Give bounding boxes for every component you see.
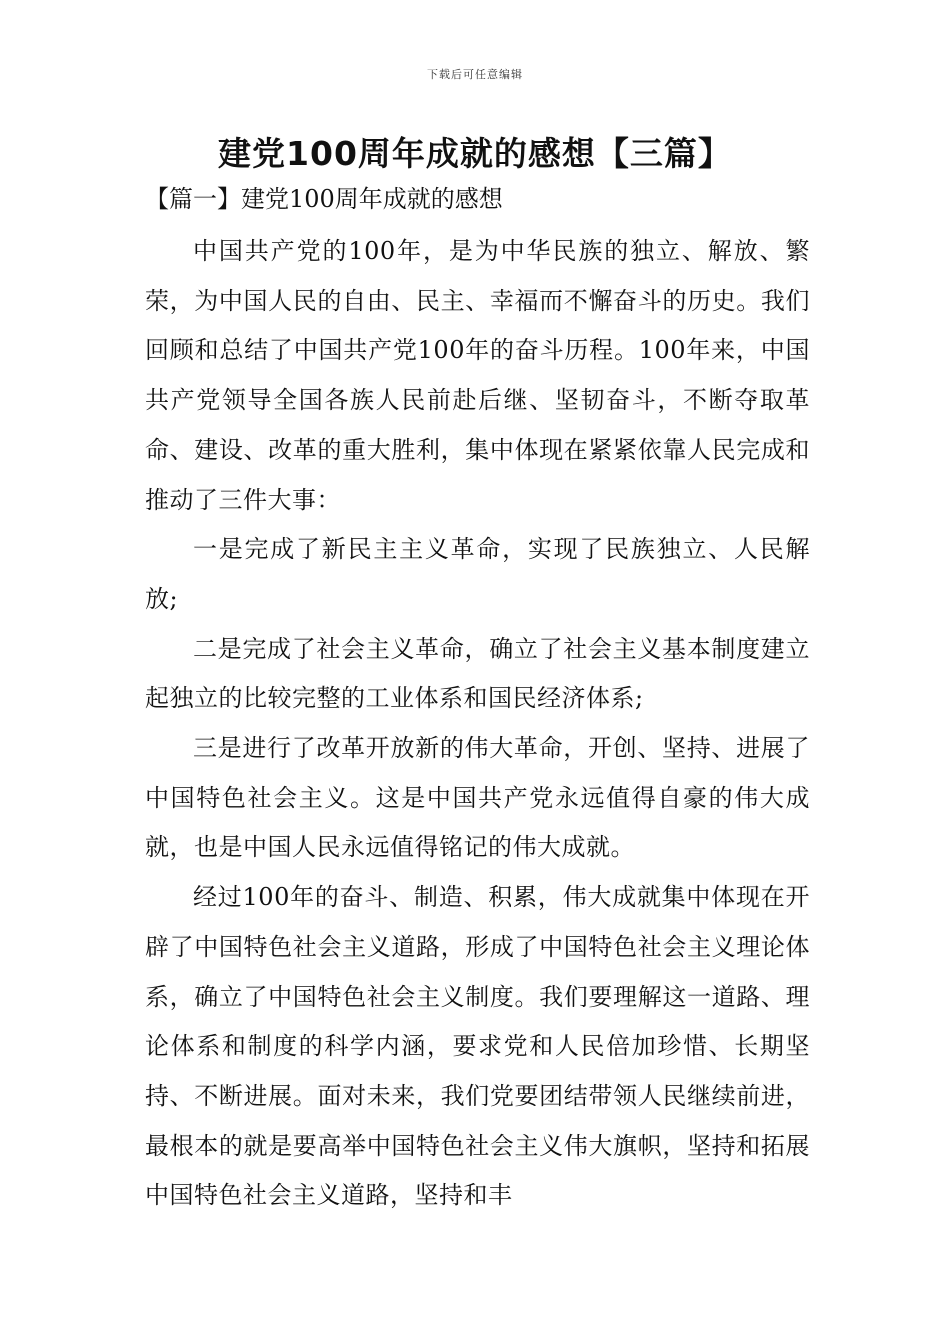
section-title: 【篇一】建党100周年成就的感想 (145, 185, 503, 213)
document-body (145, 227, 810, 1221)
paragraph: 中国共产党的100年，是为中华民族的独立、解放、繁荣，为中国人民的自由、民主、幸福而不懈奋斗的历史。我们回顾和总结了中国共产党100年的奋斗历程。100年来，中国共产党领导全国各族人民前赴后继、坚韧奋斗，不断夺取革命、建设、改革的重大胜利，集中体现在紧紧依靠人民完成和推动了三件大事： (145, 237, 810, 514)
paragraph: 一是完成了新民主主义革命，实现了民族独立、人民解放; (145, 535, 810, 613)
paragraph: 经过100年的奋斗、制造、积累，伟大成就集中体现在开辟了中国特色社会主义道路，形成了中国特色社会主义理论体系，确立了中国特色社会主义制度。我们要理解这一道路、理论体系和制度的科学内涵，要求党和人民倍加珍惜、长期坚持、不断进展。面对未来，我们党要团结带领人民继续前进，最根本的就是要高举中国特色社会主义伟大旗帜，坚持和拓展中国特色社会主义道路，坚持和丰 (145, 883, 810, 1210)
header-note: 下载后可任意编辑 (427, 68, 523, 81)
document-title: 建党100周年成就的感想【三篇】 (218, 134, 732, 173)
paragraph: 二是完成了社会主义革命，确立了社会主义基本制度建立起独立的比较完整的工业体系和国民经济体系; (145, 634, 810, 713)
paragraph: 三是进行了改革开放新的伟大革命，开创、坚持、进展了中国特色社会主义。这是中国共产党永远值得自豪的伟大成就，也是中国人民永远值得铭记的伟大成就。 (145, 734, 810, 862)
